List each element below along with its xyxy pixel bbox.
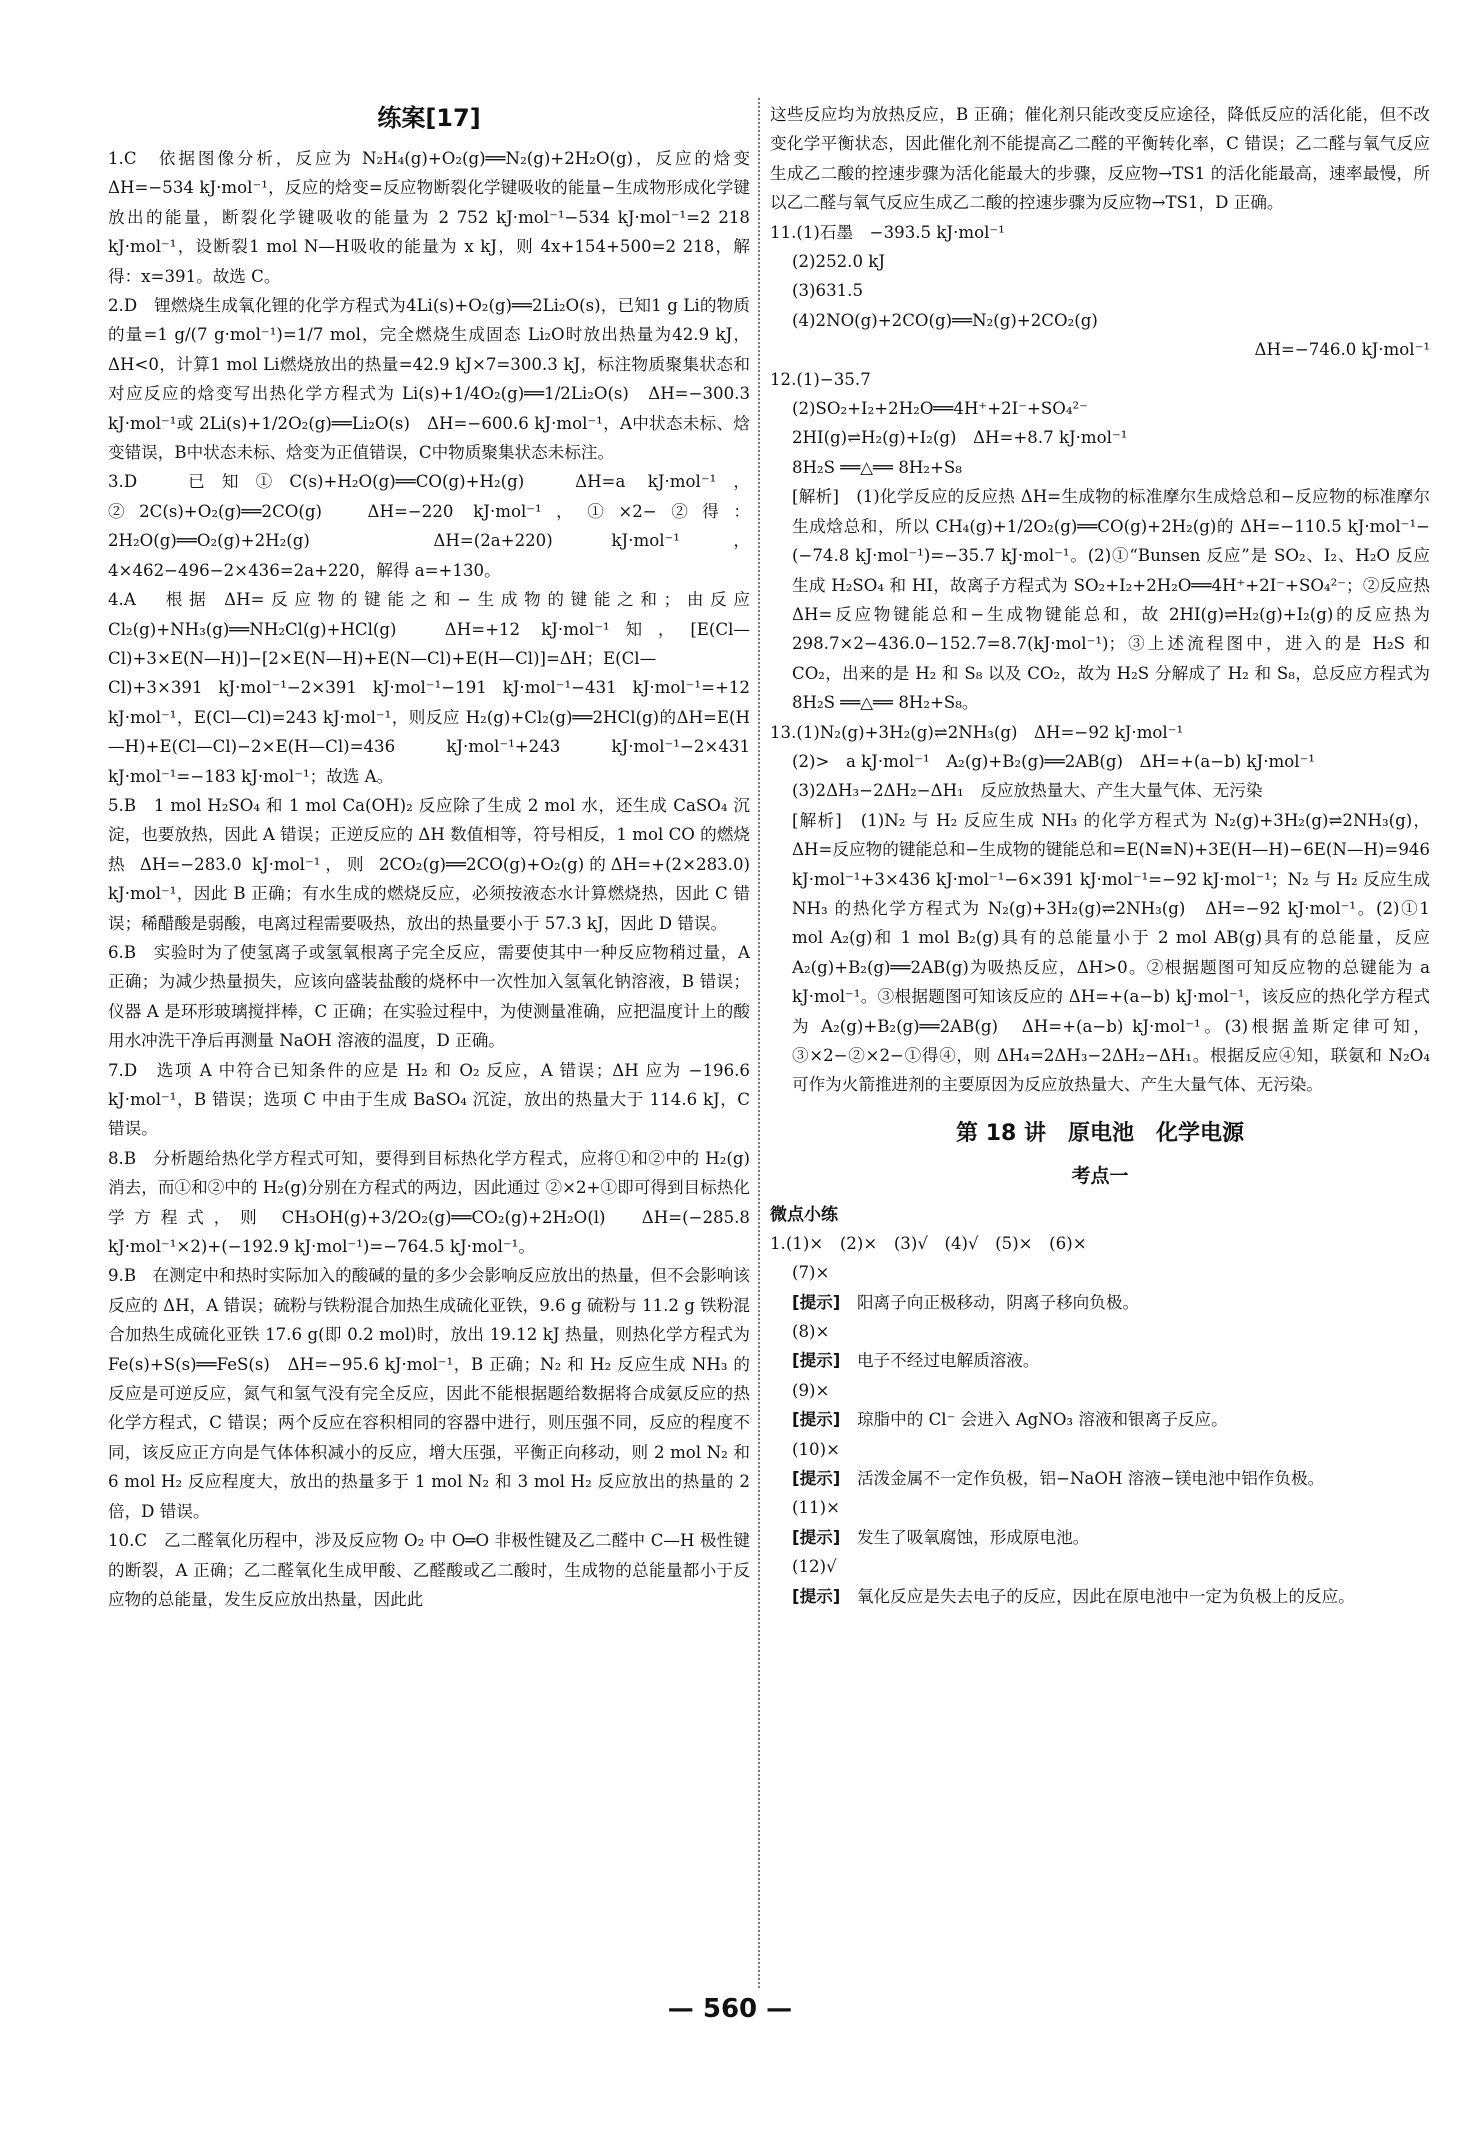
topic-title: 考点一 (1071, 1164, 1129, 1187)
hint-label: [提示] (792, 1586, 841, 1606)
hint-text: 活泼金属不一定作负极，铝−NaOH 溶液−镁电池中铝作负极。 (856, 1469, 1325, 1489)
hint-text: 发生了吸氧腐蚀，形成原电池。 (856, 1527, 1090, 1547)
hint-line (770, 1464, 1430, 1493)
practice-title: 微点小练 (770, 1204, 838, 1225)
hint-label: [提示] (792, 1469, 841, 1489)
column-divider (758, 98, 760, 1988)
hint-text: 电子不经过电解质溶液。 (856, 1351, 1040, 1371)
answer-item: 2.D 锂燃烧生成氧化锂的化学方程式为4Li(s)+O₂(g)══2Li₂O(s)，已知1 g Li的物质的量=1 g/(7 g·mol⁻¹)=1/7 mol，完全燃烧生成固态 Li₂O时放出热量为42.9 kJ，ΔH<0，计算1 mol Li燃烧放出的热量=42.9 kJ×7=300.3 kJ，标注物质聚集状态和对应反应的焓变写出热化学方程式为 Li(s)+1/4O₂(g)══1/2Li₂O(s) ΔH=−300.3 kJ·mol⁻¹或 2Li(s)+1/2O₂(g)══Li₂O(s) ΔH=−600.6 kJ·mol⁻¹，A中状态未标、焓变错误，B中状态未标、焓变为正值错误，C中物质聚集状态未标注。 (108, 296, 750, 463)
answer-item: 10.C 乙二醛氧化历程中，涉及反应物 O₂ 中 O═O 非极性键及乙二醛中 C—H 极性键的断裂，A 正确；乙二醛氧化生成甲酸、乙醛酸或乙二酸时，生成物的总能量都小于反应物的总能量，发生反应放出热量，因此此 (108, 1531, 750, 1609)
q12-line: 8H₂S ══△══ 8H₂+S₈ (792, 457, 962, 477)
hint-line (770, 1346, 1430, 1375)
hint-line (770, 1582, 1430, 1611)
q11-line: ΔH=−746.0 kJ·mol⁻¹ (1254, 340, 1430, 360)
q13-line: (2)> a kJ·mol⁻¹ A₂(g)+B₂(g)══2AB(g) ΔH=+(a−b) kJ·mol⁻¹ (792, 751, 1315, 771)
q11-line: 11.(1)石墨 −393.5 kJ·mol⁻¹ (770, 222, 1005, 242)
hint-label: [提示] (792, 1410, 841, 1430)
hint-text: 阳离子向正极移动，阴离子移向负极。 (856, 1292, 1140, 1312)
practice-line: (10)× (792, 1439, 840, 1459)
q13-line: (3)2ΔH₃−2ΔH₂−ΔH₁ 反应放热量大、产生大量气体、无污染 (792, 781, 1263, 801)
practice-line: (8)× (792, 1322, 830, 1342)
hint-label: [提示] (792, 1527, 841, 1547)
hint-label: [提示] (792, 1351, 841, 1371)
page-number: — 560 — (667, 1994, 793, 2024)
practice-line: 1.(1)× (2)× (3)√ (4)√ (5)× (6)× (770, 1233, 1087, 1253)
q11-line: (2)252.0 kJ (792, 252, 885, 272)
hint-text: 氧化反应是失去电子的反应，因此在原电池中一定为负极上的反应。 (856, 1586, 1355, 1606)
left-column (108, 100, 750, 1614)
q11-line: (3)631.5 (792, 281, 864, 301)
q12-analysis: [解析] (1)化学反应的反应热 ΔH=生成物的标准摩尔生成焓总和−反应物的标准摩尔生成焓总和，所以 CH₄(g)+1/2O₂(g)══CO(g)+2H₂(g)的 ΔH=−110.5 kJ·mol⁻¹−(−74.8 kJ·mol⁻¹)=−35.7 kJ·mol⁻¹。(2)①“Bunsen 反应”是 SO₂、I₂、H₂O 反应生成 H₂SO₄ 和 HI，故离子方程式为 SO₂+I₂+2H₂O══4H⁺+2I⁻+SO₄²⁻；②反应热 ΔH=反应物键能总和−生成物键能总和，故 2HI(g)⇌H₂(g)+I₂(g)的反应热为 298.7×2−436.0−152.7=8.7(kJ·mol⁻¹)；③上述流程图中，进入的是 H₂S 和 CO₂，出来的是 H₂ 和 S₈ 以及 CO₂，故为 H₂S 分解成了 H₂ 和 S₈，总反应方程式为 8H₂S ══△══ 8H₂+S₈。 (792, 487, 1430, 713)
q11-line: (4)2NO(g)+2CO(g)══N₂(g)+2CO₂(g) (792, 310, 1098, 330)
answer-item-continued: 这些反应均为放热反应，B 正确；催化剂只能改变反应途径，降低反应的活化能，但不改变化学平衡状态，因此催化剂不能提高乙二醛的平衡转化率，C 错误；乙二醛与氧气反应生成乙二酸的控速步骤为活化能最大的步骤，反应物→TS1 的活化能最高，速率最慢，所以乙二醛与氧气反应生成乙二酸的控速步骤为反应物→TS1，D 正确。 (770, 105, 1430, 213)
hint-line (770, 1523, 1430, 1552)
practice-line: (7)× (792, 1263, 830, 1283)
practice-line: (11)× (792, 1498, 840, 1518)
answer-item: 9.B 在测定中和热时实际加入的酸碱的量的多少会影响反应放出的热量，但不会影响该反应的 ΔH，A 错误；硫粉与铁粉混合加热生成硫化亚铁，9.6 g 硫粉与 11.2 g 铁粉混合加热生成硫化亚铁 17.6 g(即 0.2 mol)时，放出 19.12 kJ 热量，则热化学方程式为 Fe(s)+S(s)══FeS(s) ΔH=−95.6 kJ·mol⁻¹，B 正确；N₂ 和 H₂ 反应生成 NH₃ 的反应是可逆反应，氮气和氢气没有完全反应，因此不能根据题给数据将合成氨反应的热化学方程式，C 错误；两个反应在容积相同的容器中进行，则压强不同，反应的程度不同，该反应正方向是气体体积减小的反应，增大压强，平衡正向移动，则 2 mol N₂ 和 6 mol H₂ 反应程度大，放出的热量多于 1 mol N₂ 和 3 mol H₂ 反应放出的热量的 2 倍，D 错误。 (108, 1266, 750, 1521)
hint-text: 琼脂中的 Cl⁻ 会进入 AgNO₃ 溶液和银离子反应。 (856, 1410, 1228, 1430)
answer-item: 7.D 选项 A 中符合已知条件的应是 H₂ 和 O₂ 反应，A 错误；ΔH 应为 −196.6 kJ·mol⁻¹，B 错误；选项 C 中由于生成 BaSO₄ 沉淀，放出的热量大于 114.6 kJ，C 错误。 (108, 1060, 750, 1139)
answer-item: 6.B 实验时为了使氢离子或氢氧根离子完全反应，需要使其中一种反应物稍过量，A 正确；为减少热量损失，应该向盛装盐酸的烧杯中一次性加入氢氧化钠溶液，B 错误；仪器 A 是环形玻璃搅拌棒，C 正确；在实验过程中，为使测量准确，应把温度计上的酸用水冲洗干净后再测量 NaOH 溶液的温度，D 正确。 (108, 942, 750, 1051)
answer-item: 1.C 依据图像分析，反应为 N₂H₄(g)+O₂(g)══N₂(g)+2H₂O(g)，反应的焓变 ΔH=−534 kJ·mol⁻¹，反应的焓变=反应物断裂化学键吸收的能量−生成物形成化学键放出的能量，断裂化学键吸收的能量为 2 752 kJ·mol⁻¹−534 kJ·mol⁻¹=2 218 kJ·mol⁻¹，设断裂1 mol N—H吸收的能量为 x kJ，则 4x+154+500=2 218，解得：x=391。故选 C。 (108, 149, 750, 286)
q12-line: 12.(1)−35.7 (770, 369, 871, 389)
q13-analysis: [解析] (1)N₂ 与 H₂ 反应生成 NH₃ 的化学方程式为 N₂(g)+3H₂(g)⇌2NH₃(g)，ΔH=反应物的键能总和−生成物的键能总和=E(N≡N)+3E(H—H)−6E(N—H)=946 kJ·mol⁻¹+3×436 kJ·mol⁻¹−6×391 kJ·mol⁻¹=−92 kJ·mol⁻¹；N₂ 与 H₂ 反应生成 NH₃ 的热化学方程式为 N₂(g)+3H₂(g)⇌2NH₃(g) ΔH=−92 kJ·mol⁻¹。(2)①1 mol A₂(g)和 1 mol B₂(g)具有的总能量小于 2 mol AB(g)具有的总能量，反应 A₂(g)+B₂(g)══2AB(g)为吸热反应，ΔH>0。②根据题图可知反应物的总键能为 a kJ·mol⁻¹。③根据题图可知该反应的 ΔH=+(a−b) kJ·mol⁻¹，该反应的热化学方程式为 A₂(g)+B₂(g)══2AB(g) ΔH=+(a−b) kJ·mol⁻¹。(3)根据盖斯定律可知，③×2−②×2−①得④，则 ΔH₄=2ΔH₃−2ΔH₂−ΔH₁。根据反应④知，联氨和 N₂O₄ 可作为火箭推进剂的主要原因为反应放热量大、产生大量气体、无污染。 (792, 810, 1430, 1095)
hint-line (770, 1288, 1430, 1317)
q12-line: 2HI(g)⇌H₂(g)+I₂(g) ΔH=+8.7 kJ·mol⁻¹ (792, 428, 1128, 448)
lecture-title: 第 18 讲 原电池 化学电源 (956, 1120, 1244, 1146)
right-column (770, 100, 1430, 1611)
answer-item: 4.A 根据 ΔH=反应物的键能之和−生成物的键能之和；由反应 Cl₂(g)+NH₃(g)══NH₂Cl(g)+HCl(g) ΔH=+12 kJ·mol⁻¹知，[E(Cl—Cl)+3×E(N—H)]−[2×E(N—H)+E(N—Cl)+E(H—Cl)]=ΔH；E(Cl—Cl)+3×391 kJ·mol⁻¹−2×391 kJ·mol⁻¹−191 kJ·mol⁻¹−431 kJ·mol⁻¹=+12 kJ·mol⁻¹，E(Cl—Cl)=243 kJ·mol⁻¹，则反应 H₂(g)+Cl₂(g)══2HCl(g)的ΔH=E(H—H)+E(Cl—Cl)−2×E(H—Cl)=436 kJ·mol⁻¹+243 kJ·mol⁻¹−2×431 kJ·mol⁻¹=−183 kJ·mol⁻¹；故选 A。 (108, 590, 750, 786)
q13-line: 13.(1)N₂(g)+3H₂(g)⇌2NH₃(g) ΔH=−92 kJ·mol⁻¹ (770, 722, 1184, 742)
practice-line: (12)√ (792, 1557, 837, 1577)
practice-line: (9)× (792, 1380, 830, 1400)
answer-item: 8.B 分析题给热化学方程式可知，要得到目标热化学方程式，应将①和②中的 H₂(g)消去，而①和②中的 H₂(g)分别在方程式的两边，因此通过 ②×2+①即可得到目标热化学方程式，则 CH₃OH(g)+3/2O₂(g)══CO₂(g)+2H₂O(l) ΔH=(−285.8 kJ·mol⁻¹×2)+(−192.9 kJ·mol⁻¹)=−764.5 kJ·mol⁻¹。 (108, 1148, 750, 1257)
answer-item: 5.B 1 mol H₂SO₄ 和 1 mol Ca(OH)₂ 反应除了生成 2 mol 水，还生成 CaSO₄ 沉淀，也要放热，因此 A 错误；正逆反应的 ΔH 数值相等，符号相反，1 mol CO 的燃烧热 ΔH=−283.0 kJ·mol⁻¹，则 2CO₂(g)══2CO(g)+O₂(g)的ΔH=+(2×283.0) kJ·mol⁻¹，因此 B 正确；有水生成的燃烧反应，必须按液态水计算燃烧热，因此 C 错误；稀醋酸是弱酸，电离过程需要吸热，放出的热量要小于 57.3 kJ，因此 D 错误。 (108, 795, 750, 933)
hint-line (770, 1405, 1430, 1434)
answer-item: 3.D 已知①C(s)+H₂O(g)══CO(g)+H₂(g) ΔH=a kJ·mol⁻¹，②2C(s)+O₂(g)══2CO(g) ΔH=−220 kJ·mol⁻¹，①×2−②得：2H₂O(g)══O₂(g)+2H₂(g) ΔH=(2a+220) kJ·mol⁻¹，4×462−496−2×436=2a+220，解得 a=+130。 (108, 472, 750, 580)
hint-label: [提示] (792, 1292, 841, 1312)
exercise-title: 练案[17] (377, 104, 481, 132)
q12-line: (2)SO₂+I₂+2H₂O══4H⁺+2I⁻+SO₄²⁻ (792, 399, 1088, 419)
